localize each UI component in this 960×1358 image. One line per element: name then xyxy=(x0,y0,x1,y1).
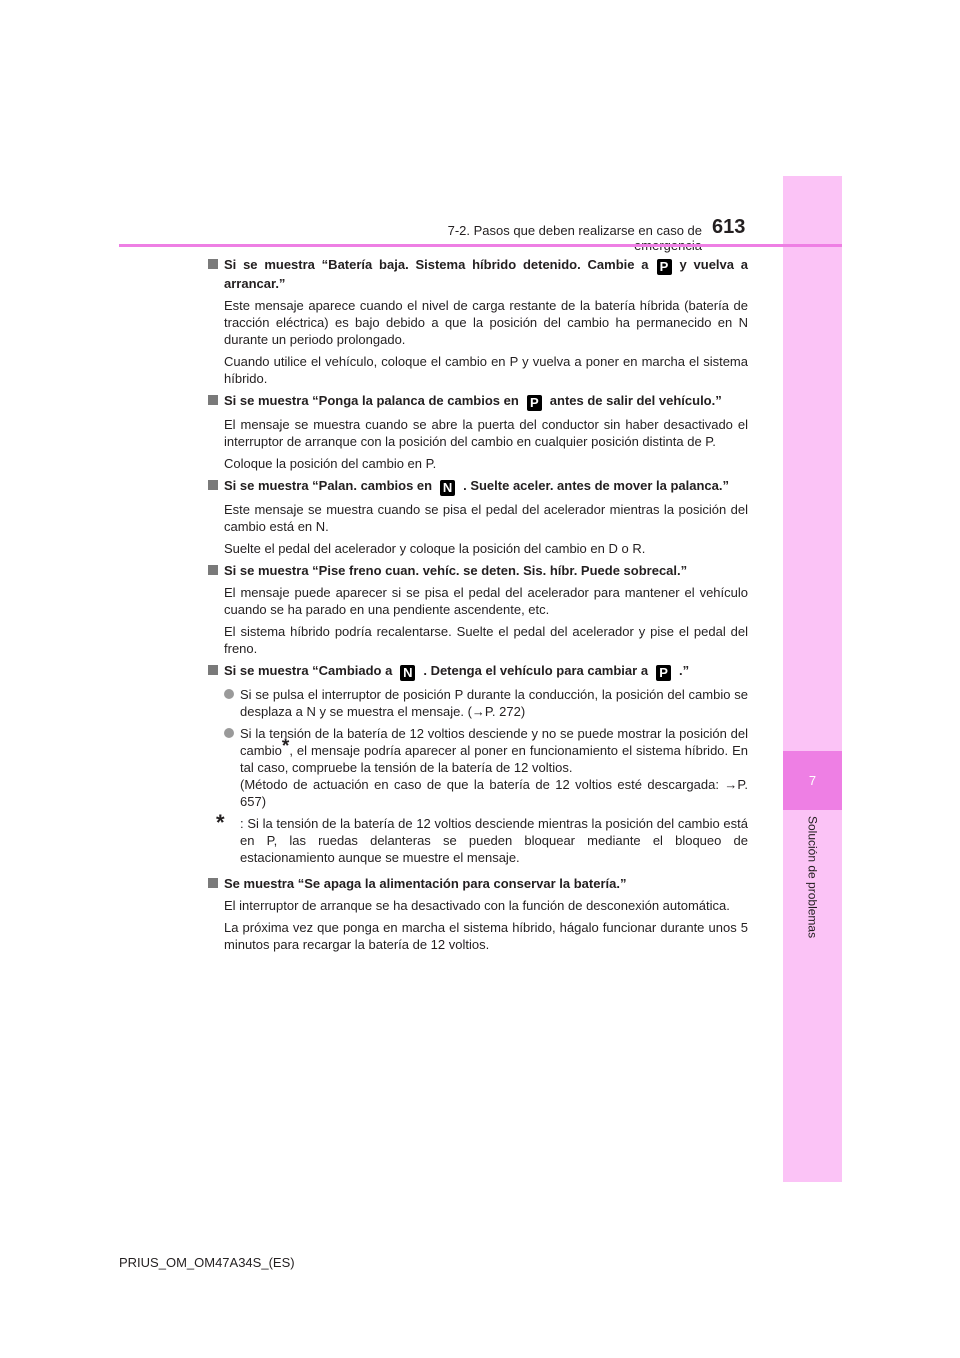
section-heading xyxy=(208,256,748,292)
chapter-number: 7 xyxy=(808,773,817,788)
section-heading xyxy=(208,662,748,681)
document-code: PRIUS_OM_OM47A34S_(ES) xyxy=(119,1255,295,1270)
footnote-text: : Si la tensión de la batería de 12 voltios desciende mientras la posición del cambio está en P, las ruedas delanteras se pueden bloquear mediante el bloqueo de estacionamiento aunque se muestre el mensaje. xyxy=(240,816,748,865)
section-heading xyxy=(208,875,748,892)
paragraph: Este mensaje se muestra cuando se pisa el pedal del acelerador mientras la posición del cambio está en N. xyxy=(224,502,748,534)
heading-text: Si se muestra “Pise freno cuan. vehíc. se deten. Sis. híbr. Puede sobrecal.” xyxy=(224,563,688,578)
square-bullet-icon xyxy=(208,565,218,575)
heading-text: . Detenga el vehículo para cambiar a xyxy=(423,663,649,678)
header-rule xyxy=(119,244,842,247)
page-number: 613 xyxy=(712,216,746,238)
square-bullet-icon xyxy=(208,259,218,269)
gear-p-icon: P xyxy=(657,259,672,275)
chapter-title-tab xyxy=(783,810,842,990)
heading-text: Si se muestra “Palan. cambios en xyxy=(224,478,433,493)
heading-text: Se muestra “Se apaga la alimentación para conservar la batería.” xyxy=(224,876,627,891)
paragraph: El mensaje puede aparecer si se pisa el pedal del acelerador para mantener el vehículo cuando se ha parado en una pendiente ascendente, etc. xyxy=(224,585,748,617)
square-bullet-icon xyxy=(208,395,218,405)
paragraph: La próxima vez que ponga en marcha el sistema híbrido, hágalo funcionar durante unos 5 minutos para recargar la batería de 12 voltios. xyxy=(224,920,748,952)
square-bullet-icon xyxy=(208,665,218,675)
page-content xyxy=(208,256,748,958)
square-bullet-icon xyxy=(208,878,218,888)
list-item-text: , el mensaje podría aparecer al poner en funcionamiento el sistema híbrido. En tal caso, compruebe la tensión de la batería de 12 voltios. xyxy=(240,743,748,775)
footnote-star: * xyxy=(281,736,290,757)
square-bullet-icon xyxy=(208,480,218,490)
gear-n-icon: N xyxy=(400,665,415,681)
section-heading xyxy=(208,562,748,579)
paragraph: Este mensaje aparece cuando el nivel de carga restante de la batería híbrida (batería de tracción eléctrica) es bajo debido a que la posición del cambio ha permanecido en N durante un periodo prolongado. xyxy=(224,298,748,347)
round-bullet-icon xyxy=(224,728,234,738)
heading-text: .” xyxy=(679,663,690,678)
heading-text: y vuelva a arrancar.” xyxy=(224,257,749,291)
paragraph: Coloque la posición del cambio en P. xyxy=(224,456,437,471)
heading-text: Si se muestra “Ponga la palanca de cambios en xyxy=(224,393,519,408)
paragraph: El mensaje se muestra cuando se abre la puerta del conductor sin haber desactivado el interruptor de arranque con la posición del cambio en cualquier posición distinta de P. xyxy=(224,417,748,449)
paragraph: El sistema híbrido podría recalentarse. Suelte el pedal del acelerador y pise el pedal del freno. xyxy=(224,624,748,656)
heading-text: . Suelte aceler. antes de mover la palanca.” xyxy=(463,478,730,493)
heading-text: antes de salir del vehículo.” xyxy=(549,393,722,408)
section-heading xyxy=(208,477,748,496)
chapter-side-tab xyxy=(783,176,842,1182)
gear-n-icon: N xyxy=(440,480,455,496)
list-item-text: (Método de actuación en caso de que la batería de 12 voltios esté descargada: →P. 657) xyxy=(240,777,748,809)
gear-p-icon: P xyxy=(656,665,671,681)
running-head: 7-2. Pasos que deben realizarse en caso de xyxy=(447,223,702,238)
section-heading xyxy=(208,392,748,411)
paragraph: Cuando utilice el vehículo, coloque el cambio en P y vuelva a poner en marcha el sistema híbrido. xyxy=(224,354,748,386)
heading-text: Si se muestra “Cambiado a xyxy=(224,663,393,678)
list-item xyxy=(208,686,748,720)
list-item-text: Si se pulsa el interruptor de posición P durante la conducción, la posición del cambio se desplaza a N y se muestra el mensaje. (→P. 272) xyxy=(240,687,748,719)
round-bullet-icon xyxy=(224,689,234,699)
footnote-mark: * xyxy=(216,810,225,835)
paragraph: El interruptor de arranque se ha desactivado con la función de desconexión automática. xyxy=(224,898,730,913)
chapter-title: Solución de problemas xyxy=(805,816,820,939)
paragraph: Suelte el pedal del acelerador y coloque la posición del cambio en D o R. xyxy=(224,541,646,556)
chapter-number-tab[interactable] xyxy=(783,751,842,810)
list-item-text: Si la tensión de la batería de 12 voltios desciende y no se puede mostrar la posición del cambio xyxy=(240,726,748,758)
footnote xyxy=(208,810,748,866)
gear-p-icon: P xyxy=(527,395,542,411)
heading-text: Si se muestra “Batería baja. Sistema híbrido detenido. Cambie a xyxy=(224,257,649,272)
list-item xyxy=(208,725,748,810)
